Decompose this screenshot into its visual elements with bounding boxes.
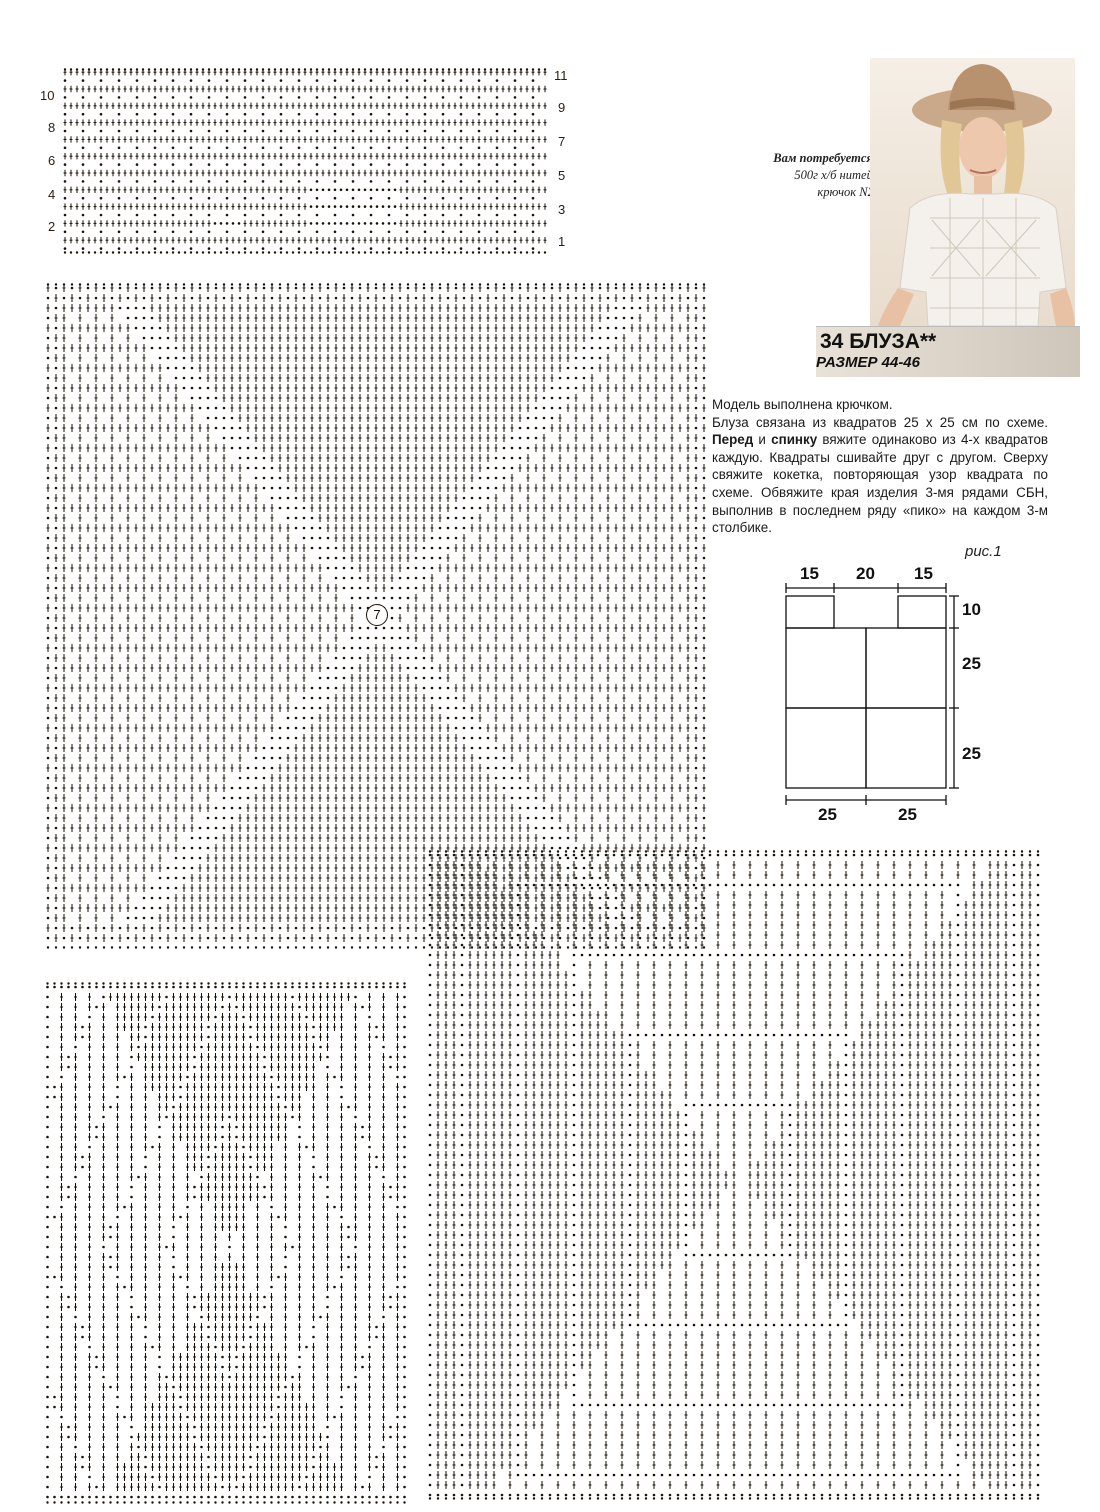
dimension-label: 25	[962, 654, 981, 674]
row-number: 7	[558, 134, 565, 149]
figure-label: рис.1	[965, 543, 1002, 560]
row-number: 2	[48, 219, 55, 234]
dimension-label: 15	[800, 564, 819, 584]
dimension-label: 25	[962, 744, 981, 764]
square-crochet-chart-spiral	[426, 850, 1048, 1500]
row-number: 8	[48, 120, 55, 135]
size-subtitle: РАЗМЕР 44-46	[816, 354, 920, 371]
materials-note	[712, 150, 877, 201]
materials-line: 500г х/б нитей;	[712, 167, 877, 184]
dimension-label: 15	[914, 564, 933, 584]
row-number: 9	[558, 100, 565, 115]
text-run: вяжите одинаково из 4-х квадратов каждую. Квадраты сшивайте друг с другом. Сверху свяжите кокетка, повторяющая узор квадрата по схеме. Обвяжите края изделия 3-мя рядами СБН, выполнив в последнем ряду «пико» на каждом 3-м столбике.	[712, 432, 1048, 535]
materials-line: крючок N2.	[712, 184, 877, 201]
page-title: 34 БЛУЗА**	[820, 330, 936, 354]
row-number: 3	[558, 202, 565, 217]
yoke-crochet-chart	[62, 68, 550, 254]
center-marker: 7	[366, 604, 388, 626]
instructions-paragraph: Модель выполнена крючком.	[712, 396, 1048, 414]
row-number: 5	[558, 168, 565, 183]
row-number: 1	[558, 234, 565, 249]
text-bold: Перед	[712, 432, 753, 447]
instructions-text	[712, 396, 1048, 537]
square-crochet-chart-alt	[44, 982, 410, 1504]
dimension-label: 10	[962, 600, 981, 620]
dimension-label: 25	[818, 805, 837, 825]
row-number: 6	[48, 153, 55, 168]
dimension-label: 25	[898, 805, 917, 825]
garment-schematic	[780, 582, 960, 822]
row-number: 11	[554, 68, 568, 83]
text-run: Блуза связана из квадратов 25 х 25 см по схеме.	[712, 415, 1048, 430]
row-number: 10	[40, 88, 54, 103]
instructions-paragraph	[712, 414, 1048, 537]
materials-heading: Вам потребуется:	[773, 151, 877, 165]
model-photo	[870, 58, 1075, 326]
dimension-label: 20	[856, 564, 875, 584]
text-bold: спинку	[771, 432, 817, 447]
text-run: и	[753, 432, 771, 447]
row-number: 4	[48, 187, 55, 202]
